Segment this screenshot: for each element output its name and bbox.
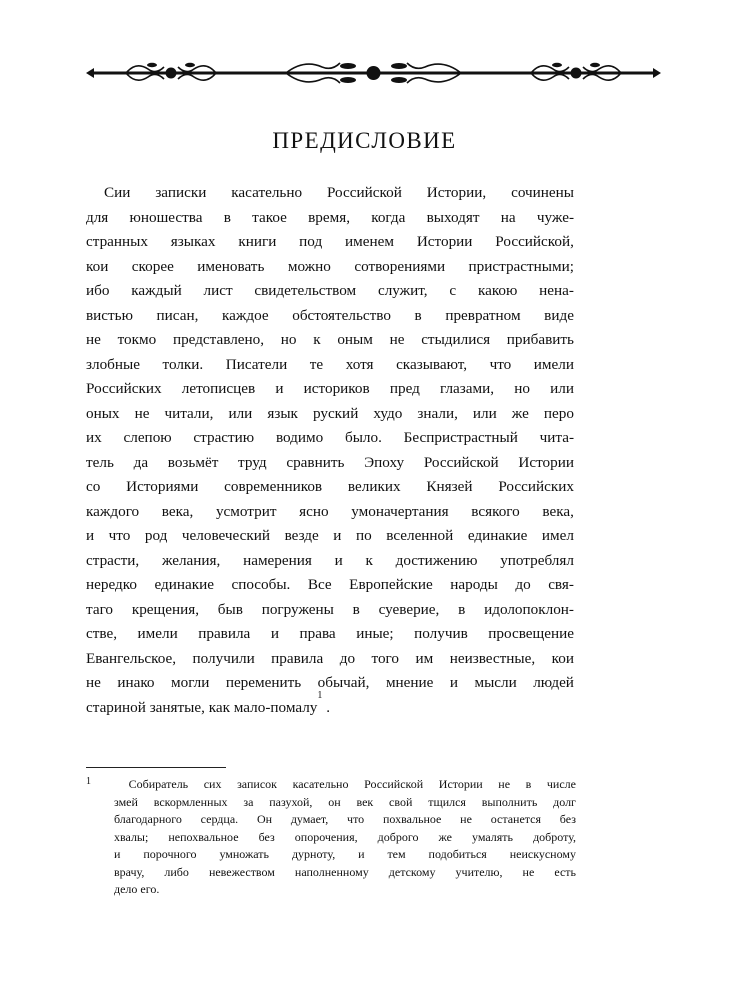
footnote-line: врачу, либо невежеством наполненному детскому учителю, не есть (114, 864, 576, 879)
body-line: злобные толки. Писатели те хотя сказывают, что имели (86, 355, 574, 373)
header-ornament (86, 60, 661, 86)
body-line: странных языках книги под именем Истории Российской, (86, 233, 574, 250)
body-line: для юношества в такое время, когда выходят на чуже- (86, 208, 574, 226)
body-line: не инако могли переменить обычай, мнение и мысли людей (86, 674, 574, 691)
body-line: стариной занятые, как мало-помалу 1 . (86, 696, 574, 721)
body-line: Российских летописцев и историков пред глазами, но или (86, 380, 574, 397)
body-line: страсти, желания, намерения и к достижению употреблял (86, 551, 574, 569)
body-line: таго крещения, быв погружены в суеверие, в идолопоклон- (86, 600, 574, 618)
footnote-reference[interactable]: 1 (317, 689, 323, 701)
body-line: их слепою страстию водимо было. Беспристрастный чита- (86, 429, 574, 446)
page-title: ПРЕДИСЛОВИЕ (272, 128, 457, 153)
footnote-line: дело его. (114, 882, 160, 896)
body-line: кои скорее именовать можно сотворениями пристрастными; (86, 257, 574, 275)
footnote-divider (86, 767, 226, 768)
footnote-line: хвалы; непохвальное без опорочения, доброго же умалять доброту, (114, 829, 576, 844)
body-line: и что род человеческий везде и по вселенной единакие имел (86, 527, 574, 544)
body-line: каждого века, усмотрит ясно умоначертания всякого века, (86, 502, 574, 520)
body-line: Сии записки касательно Российской Истории, сочинены (104, 184, 574, 201)
body-line: Евангельское, получили правила до того им неизвестные, кои (86, 649, 574, 667)
body-line: со Историями современников великих Князей Российских (86, 478, 574, 495)
footnote-marker: 1 (86, 776, 91, 787)
body-line: вистью писан, каждое обстоятельство в превратном виде (86, 306, 574, 324)
footnote (86, 776, 576, 899)
footnote-line: змей вскормленных за пазухой, он век свой тщился выполнить долг (114, 794, 576, 809)
body-text (86, 181, 574, 720)
body-line: стве, имели правила и права иные; получив просвещение (86, 625, 574, 642)
body-line: оных не читали, или язык руский худо знали, или же перо (86, 404, 574, 422)
footnote-line: 1 Собиратель сих записок касательно Российской Истории не в числе (86, 776, 576, 794)
footnote-line: и порочного умножать дурноту, и тем подобиться неискусному (114, 847, 576, 861)
body-line: ибо каждый лист свидетельством служит, с какою нена- (86, 282, 574, 299)
body-line: нередко единакие способы. Все Европейские народы до свя- (86, 576, 574, 593)
body-line: не токмо представлено, но к оным не стыдилися прибавить (86, 331, 574, 348)
body-line: тель да возьмёт труд сравнить Эпоху Российской Истории (86, 453, 574, 471)
footnote-line: благодарного сердца. Он думает, что похвальное не останется без (114, 812, 576, 826)
